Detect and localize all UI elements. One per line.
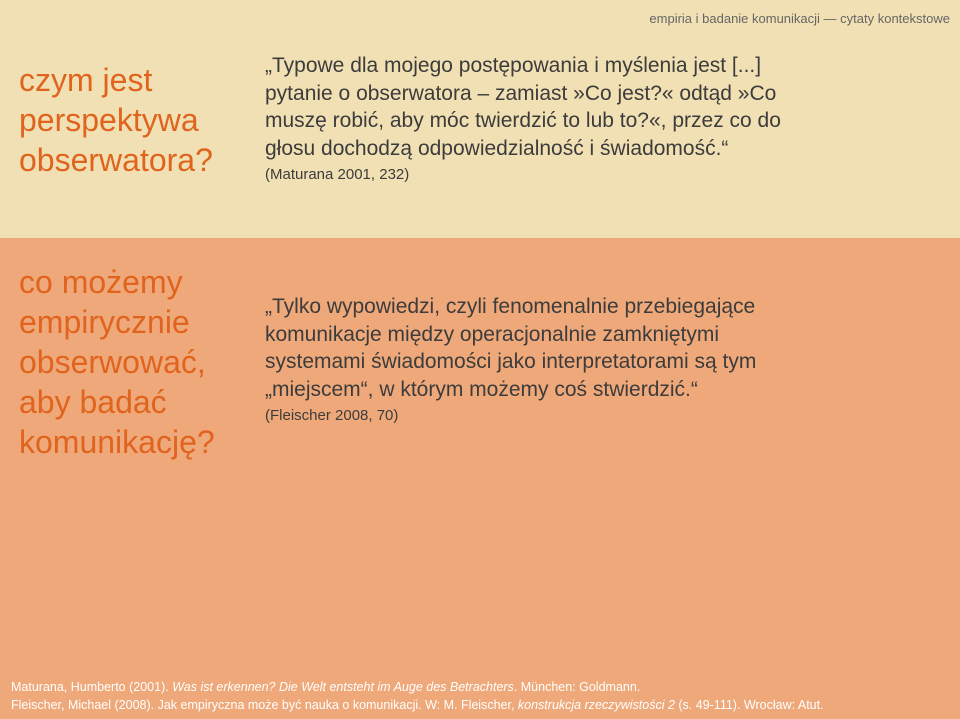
quote-maturana: [265, 52, 825, 186]
question-empirical-observation: [19, 262, 215, 462]
quote-line: „miejscem“, w którym możemy coś stwierdzić.“: [265, 377, 698, 401]
quote-citation: (Fleischer 2008, 70): [265, 407, 399, 424]
question-line: komunikację?: [19, 424, 215, 460]
reference-title: Was ist erkennen? Die Welt entsteht im Auge des Betrachters: [172, 680, 514, 694]
references: [11, 678, 824, 714]
quote-line: „Typowe dla mojego postępowania i myślenia jest [...]: [265, 54, 762, 77]
question-line: obserwatora?: [19, 142, 213, 178]
quote-line: systemami świadomości jako interpretatorami są tym: [265, 350, 757, 373]
quote-line: komunikacje między operacjonalnie zamkniętymi: [265, 322, 720, 346]
quote-line: głosu dochodzą odpowiedzialność i świadomość.“: [265, 136, 729, 160]
header-label: empiria i badanie komunikacji — cytaty kontekstowe: [649, 11, 950, 26]
question-line: aby badać: [19, 384, 167, 420]
question-observer-perspective: [19, 60, 213, 180]
reference-author: Fleischer, Michael (2008). Jak empiryczna może być nauka o komunikacji. W: M. Fleischer,: [11, 698, 518, 712]
reference-publisher: . München: Goldmann.: [513, 680, 641, 694]
reference-maturana: [11, 678, 824, 696]
quote-line: „Tylko wypowiedzi, czyli fenomenalnie przebiegające: [265, 295, 756, 318]
question-line: perspektywa: [19, 102, 199, 138]
reference-publisher: (s. 49-111). Wrocław: Atut.: [674, 698, 824, 712]
reference-fleischer: [11, 696, 824, 714]
question-line: empirycznie: [19, 304, 190, 340]
reference-author: Maturana, Humberto (2001).: [11, 680, 173, 694]
quote-fleischer: [265, 293, 825, 427]
reference-title: konstrukcja rzeczywistości 2: [517, 698, 675, 712]
quote-line: muszę robić, aby móc twierdzić to lub to?«, przez co do: [265, 109, 781, 132]
question-line: co możemy: [19, 264, 183, 300]
quote-line: pytanie o obserwatora – zamiast »Co jest?« odtąd »Co: [265, 81, 777, 105]
quote-citation: (Maturana 2001, 232): [265, 166, 410, 183]
question-line: obserwować,: [19, 344, 206, 380]
question-line: czym jest: [19, 62, 153, 98]
